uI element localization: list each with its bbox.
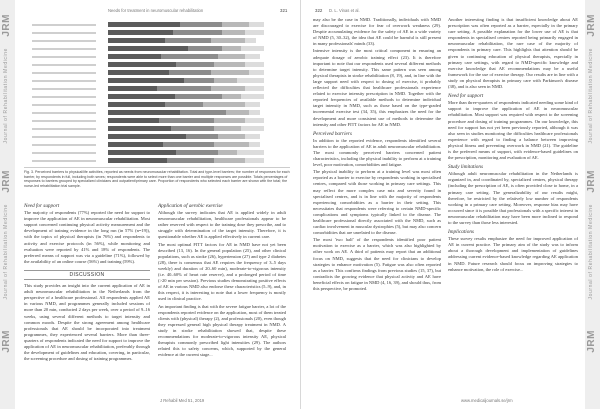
bar-row (24, 70, 290, 75)
section-heading: Need for support (24, 203, 60, 209)
bar-segment (108, 62, 176, 67)
bar-segment (176, 62, 214, 67)
bar-segment (163, 142, 214, 147)
bar-label-placeholder (24, 96, 102, 98)
footer-journal-issue: J Rehabil Med 51, 2019 (160, 398, 205, 403)
side-strip-right (585, 0, 600, 409)
bar-segment (218, 54, 245, 59)
bar-segment (165, 38, 211, 43)
bar-segment (245, 30, 264, 35)
bar-segment (188, 46, 222, 51)
bar-segment (108, 54, 161, 59)
bar-row (24, 134, 290, 139)
paragraph: The physical inability to perform at a training level was most often reported as a barrier to exercise by respondents working in specialised centres, compared with those working in primary care settings. This may reflect the more complex case mix and severity found in specialised centres, and is in line with the majority of respondents experiencing comorbidities as a barrier in their setting. This necessitates that respondents were referring to certain NMD-specific complications and symptoms typically linked to the disease. The healthcare professional directly associated with the NMD, such as cardiac involvement in muscular dystrophies (5), but may also concern comorbidities that are unrelated to the disease. (313, 169, 441, 236)
bar-segment (175, 94, 223, 99)
right-page (300, 0, 600, 409)
bar-segment (245, 118, 264, 123)
bar-segment (241, 94, 264, 99)
bar-segment (108, 70, 169, 75)
bar-segment (108, 22, 180, 27)
bar-label-placeholder (24, 136, 102, 138)
section-heading: Need for support (448, 93, 484, 100)
bar-segment (249, 22, 264, 27)
bar-segment (214, 126, 241, 131)
bar-segment (176, 150, 218, 155)
bar-segment (245, 102, 260, 107)
bar-row (24, 94, 290, 99)
paragraph: Another interesting finding is that insufficient knowledge about AE prescription was often reported as a barrier, especially in the primary care setting. A possible explanation for the lower use of AE is that respondents in specialised centres reported being primarily engaged in neuromuscular rehabilitation, the rare case of the majority of respondents in primary care. This highlights that attention should be given to continuing education of physical therapists, especially in primary care settings, with regard to NMD-specific knowledge and exercise knowledge that AE recommendations may be a useful framework for the use of exercise therapy. Our results are in line with a study on physical therapists in primary care with Parkinson's disease (38), and is also seen in NMD. (448, 17, 578, 90)
text-column-3 (313, 17, 441, 293)
bar-label-placeholder (24, 88, 102, 90)
bar-label-placeholder (24, 48, 102, 50)
bar-row (24, 150, 290, 155)
paragraph: Intensive intensity is the most critical component in ensuring an adequate dosage of aerobic training effect (23). It is therefore important to note that our respondents used several different methods to determine target intensity. This same pattern was seen among physical therapists in stroke rehabilitation (8, 19), and, in line with the large support need with respect to dosing of exercise, it probably reflected the difficulties that healthcare professionals experience related to exercise intensity prescription in NMD. Together with the reported frequencies of available methods to determine individual target intensity in NMD, such as those based on the type-graded incremental exercise test (34, 35), this emphasizes the need for the development and more consistent use of methods to determine the intensity and other FITT factors for AE in NMD. (313, 48, 441, 127)
bar-segment (108, 94, 175, 99)
bar-segment (218, 134, 245, 139)
bar-row (24, 30, 290, 35)
jrm-logo: JRM (1, 170, 12, 193)
bar-row (24, 46, 290, 51)
page-number: 321 (280, 8, 288, 13)
bar-segment (108, 142, 163, 147)
bar-label-placeholder (24, 32, 102, 34)
bar-row (24, 38, 290, 43)
bar-label-placeholder (24, 72, 102, 74)
paragraph: Although adult neuromuscular rehabilitation in the Netherlands is organized in, and coordinated by, specialized centres, physical therapy (including the prescription of AE, is often provided close to home, in a primary care setting. The generalizability of our results might, therefore, be restricted by the relatively low number of respondents working in a primary care setting. Moreover, response bias may have occurred since it is possible that professionals with a specific interest in neuromuscular rehabilitation may have been more inclined to respond to the survey than those less interested. (448, 171, 578, 225)
bar-row (24, 78, 290, 83)
bar-segment (108, 86, 157, 91)
bar-label-placeholder (24, 64, 102, 66)
bar-segment (211, 70, 249, 75)
bar-segment (222, 94, 241, 99)
bar-segment (186, 134, 218, 139)
paragraph: Although the survey indicates that AE is applied widely in adult neuromuscular rehabilitation, healthcare professionals appear to be rather reserved with respect to the training dose they prescribe, and to struggle with determination of the target intensity. Therefore, it is questionable whether AE is applied effectively in current care. (158, 210, 286, 240)
journal-name-vertical: Journal of Rehabilitation Medicine (588, 48, 594, 144)
section-heading-discussion: DISCUSSION (24, 270, 150, 280)
bar-label-placeholder (24, 112, 102, 114)
bar-segment (108, 150, 176, 155)
bar-label-placeholder (24, 40, 102, 42)
bar-segment (245, 54, 260, 59)
bar-label-placeholder (24, 152, 102, 154)
bar-segment (237, 150, 264, 155)
running-head: Needs for treatment in neuromuscular rehabilitation (108, 8, 204, 13)
bar-label-placeholder (24, 144, 102, 146)
section-heading: Application of aerobic exercise (158, 203, 223, 209)
bar-segment (218, 150, 237, 155)
bar-label-placeholder (24, 24, 102, 26)
bar-row (24, 142, 290, 147)
bar-row (24, 86, 290, 91)
bar-segment (173, 30, 222, 35)
bar-label-placeholder (24, 80, 102, 82)
bar-segment (180, 22, 222, 27)
bar-segment (245, 86, 264, 91)
bar-segment (241, 46, 264, 51)
paragraph: An important finding is that with the severe fatigue barrier, a lot of the respondents reported evidence on the application, most of them treated clients with (physical) therapy (2), and professionals (20), even though they expressed general high physical therapy treatment in NMD. A study in stroke rehabilitation showed that, despite these recommendations for moderate-to-vigorous intensity AE, physical therapists commonly prescribed light intensities (29). The authors related this to safety concerns, which, supported by the general evidence at the current stage... (158, 303, 286, 358)
bar-segment (245, 38, 256, 43)
bar-segment (171, 126, 215, 131)
bar-segment (249, 70, 264, 75)
bar-segment (214, 142, 248, 147)
jrm-logo: JRM (586, 14, 597, 37)
bar-segment (108, 158, 167, 163)
bar-label-placeholder (24, 160, 102, 162)
bar-row (24, 158, 290, 163)
bar-segment (108, 102, 165, 107)
bar-segment (108, 78, 184, 83)
text-column-1 (24, 200, 150, 363)
bar-segment (184, 78, 214, 83)
bar-segment (108, 126, 171, 131)
jrm-logo: JRM (1, 330, 12, 353)
footer-journal-url: www.medicaljournals.se/jrm (461, 398, 513, 403)
bar-segment (180, 110, 226, 115)
bar-segment (169, 70, 211, 75)
bar-segment (222, 30, 245, 35)
bar-segment (159, 118, 214, 123)
side-strip-left (0, 0, 15, 409)
bar-segment (222, 22, 249, 27)
bar-segment (211, 38, 245, 43)
bar-row (24, 102, 290, 107)
paragraph: More than three-quarters of respondents indicated needing some kind of support to improve the application of AE in neuromuscular rehabilitation. Most support was required with respect to the screening procedure and dosing of training programmes. On our knowledge, this need for support has not yet been previously reported, although it was also seen in studies monitoring the difficulties healthcare professionals experience with regard to finding a balance between improving physical fitness and preventing overwork in NMD (21). The guideline is the preferred means of support, with evidence-based guidelines on the prescription, monitoring and evaluation of AE. (448, 100, 578, 161)
bar-row (24, 22, 290, 27)
bar-row (24, 126, 290, 131)
page-number: 322 (315, 8, 323, 13)
bar-segment (214, 118, 244, 123)
jrm-logo: JRM (1, 14, 12, 37)
bar-label-placeholder (24, 56, 102, 58)
bar-segment (203, 102, 245, 107)
bar-segment (226, 110, 249, 115)
bar-row (24, 62, 290, 67)
paragraph: In addition to the reported evidence, respondents identified several barriers to the application of AE in adult neuromuscular rehabilitation. The most commonly perceived barriers concerned patient characteristics, including the physical inability to perform at a training level, poor motivation, comorbidities and fatigue. (313, 137, 441, 168)
bar-segment (108, 134, 186, 139)
bar-label-placeholder (24, 128, 102, 130)
bar-label-placeholder (24, 120, 102, 122)
bar-segment (211, 86, 245, 91)
bar-segment (167, 158, 215, 163)
bar-segment (165, 102, 203, 107)
bar-segment (241, 126, 264, 131)
running-head: D. L. Vinas et al. (329, 8, 360, 13)
bar-segment (237, 78, 264, 83)
paragraph: The most 'two half' of the respondents identified poor patient motivation to exercise as a barrier, which was also highlighted by other work on AE. A third of patients may report that an additional focus on NMD, suggests that the need for clinicians to develop strategies to enhance motivation (5). Fatigue was also often reported as a barrier. This confirms findings from previous studies (15, 37), but contradicts the growing evidence that physical activity and AE have beneficial effects on fatigue in NMD (4, 16, 39), and should thus, from this perspective, be promoted. (313, 237, 441, 292)
journal-name-vertical: Journal of Rehabilitation Medicine (588, 204, 594, 300)
bar-segment (108, 46, 188, 51)
journal-name-vertical: Journal of Rehabilitation Medicine (3, 48, 9, 144)
section-heading: Study limitations (448, 164, 484, 171)
bar-segment (214, 62, 244, 67)
bar-segment (108, 110, 180, 115)
bar-segment (245, 62, 264, 67)
bar-segment (214, 78, 237, 83)
jrm-logo: JRM (586, 170, 597, 193)
bar-row (24, 118, 290, 123)
bar-segment (108, 30, 173, 35)
bar-segment (245, 134, 260, 139)
figure-stacked-bars (24, 18, 290, 168)
figure-caption: Fig. 3. Perceived barriers to physical/life activities, reported as needs from neuromuscular rehabilitation. Total and type-level barriers; the number of responses for each barrier, by respondents in full, including both sexes; respondents were able to select more than one barrier and multiple responses are possible. Totals percentages of responses to barriers grouped by specialized clinicians and outpatient/primary care. Proportion of respondents who selected each barrier are shown with the total; the nurse-led rehabilitation trial sample. (24, 170, 290, 188)
section-heading: Perceived barriers (313, 130, 352, 137)
paragraph: The most optimal FITT factors for AE in NMD have not yet been described (13, 16). In the general population (25), and other clinical populations, such as stroke (26), hypertension (27) and type 2 diabetes (28), there is consensus that AE requires the frequency of 3–5 days weekly) and duration of 20–60 min), moderate-to-vigorous intensity (i.e. 40–60% of heart rate reserve), and a prolonged period of time (>20 min per session). Previous studies demonstrating positive effects of AE in various NMD also endorse these characteristics (5–9), and, in this respect, it is interesting to note that a lower frequency is mostly used in clinical practice. (158, 241, 286, 302)
bar-segment (245, 158, 264, 163)
bar-segment (108, 38, 165, 43)
section-heading: Implications (448, 229, 474, 236)
text-column-4 (448, 17, 578, 274)
paragraph: These survey results emphasize the need for improved application of AE in current practice. The primary aim of the study was to inform about a thorough development and implementation of guidelines addressing current evidence-based knowledge regarding AE application in NMD. Future research should focus on improving strategies to enhance motivation, the role of exercise... (448, 236, 578, 272)
text-column-2 (158, 200, 286, 359)
journal-name-vertical: Journal of Rehabilitation Medicine (3, 204, 9, 300)
bar-segment (249, 142, 260, 147)
bar-row (24, 110, 290, 115)
paragraph: may also be the case in NMD. Traditionally, individuals with NMD are discouraged to exercise for fear of overwork weakness (29). Despite accumulating evidence for the safety of AE in a wide variety of NMD (5, 30–32), the idea that AE could be harmful is still present in many professionals' minds (33). (313, 17, 441, 47)
bar-segment (249, 110, 260, 115)
bar-segment (161, 54, 218, 59)
bar-label-placeholder (24, 104, 102, 106)
bar-segment (108, 118, 159, 123)
bar-row (24, 54, 290, 59)
bar-segment (222, 46, 241, 51)
paragraph: This study provides an insight into the current application of AE in adult neuromuscular rehabilitation in the Netherlands from the perspective of a healthcare professional. All respondents applied AE in various NMD, and programmes generally included sessions of more than 20 min, conducted 2 days per week, over a period of 9–16 weeks, using several different methods to target intensity and common moods. Despite the strong agreement among healthcare professionals that AE should be incorporated into treatment programmes, they experienced several barriers. More than three-quarters of respondents indicated the need for support to improve the application of AE in neuromuscular rehabilitation, preferably through the development of guidelines and education, covering, in particular, the screening procedure and dosing of training programmes. (24, 283, 150, 362)
jrm-logo: JRM (586, 330, 597, 353)
bar-segment (157, 86, 210, 91)
paragraph: The majority of respondents (77%) reported the need for support to improve the application of AE in neuromuscular rehabilitation. Most support concerned continuing physical activity measurement and the development of training evidence in the long run (in 57% (n=19)), with the topics of physical therapists (in 76%) and respondents to activity and exercise protocols (in 56%), while monitoring and evaluation were reported by 41% and 18% of respondents. The preferred means of support was via a guideline (71%), followed by the availability of an online course (56%) and training (59%). (24, 210, 150, 264)
bar-segment (214, 158, 244, 163)
